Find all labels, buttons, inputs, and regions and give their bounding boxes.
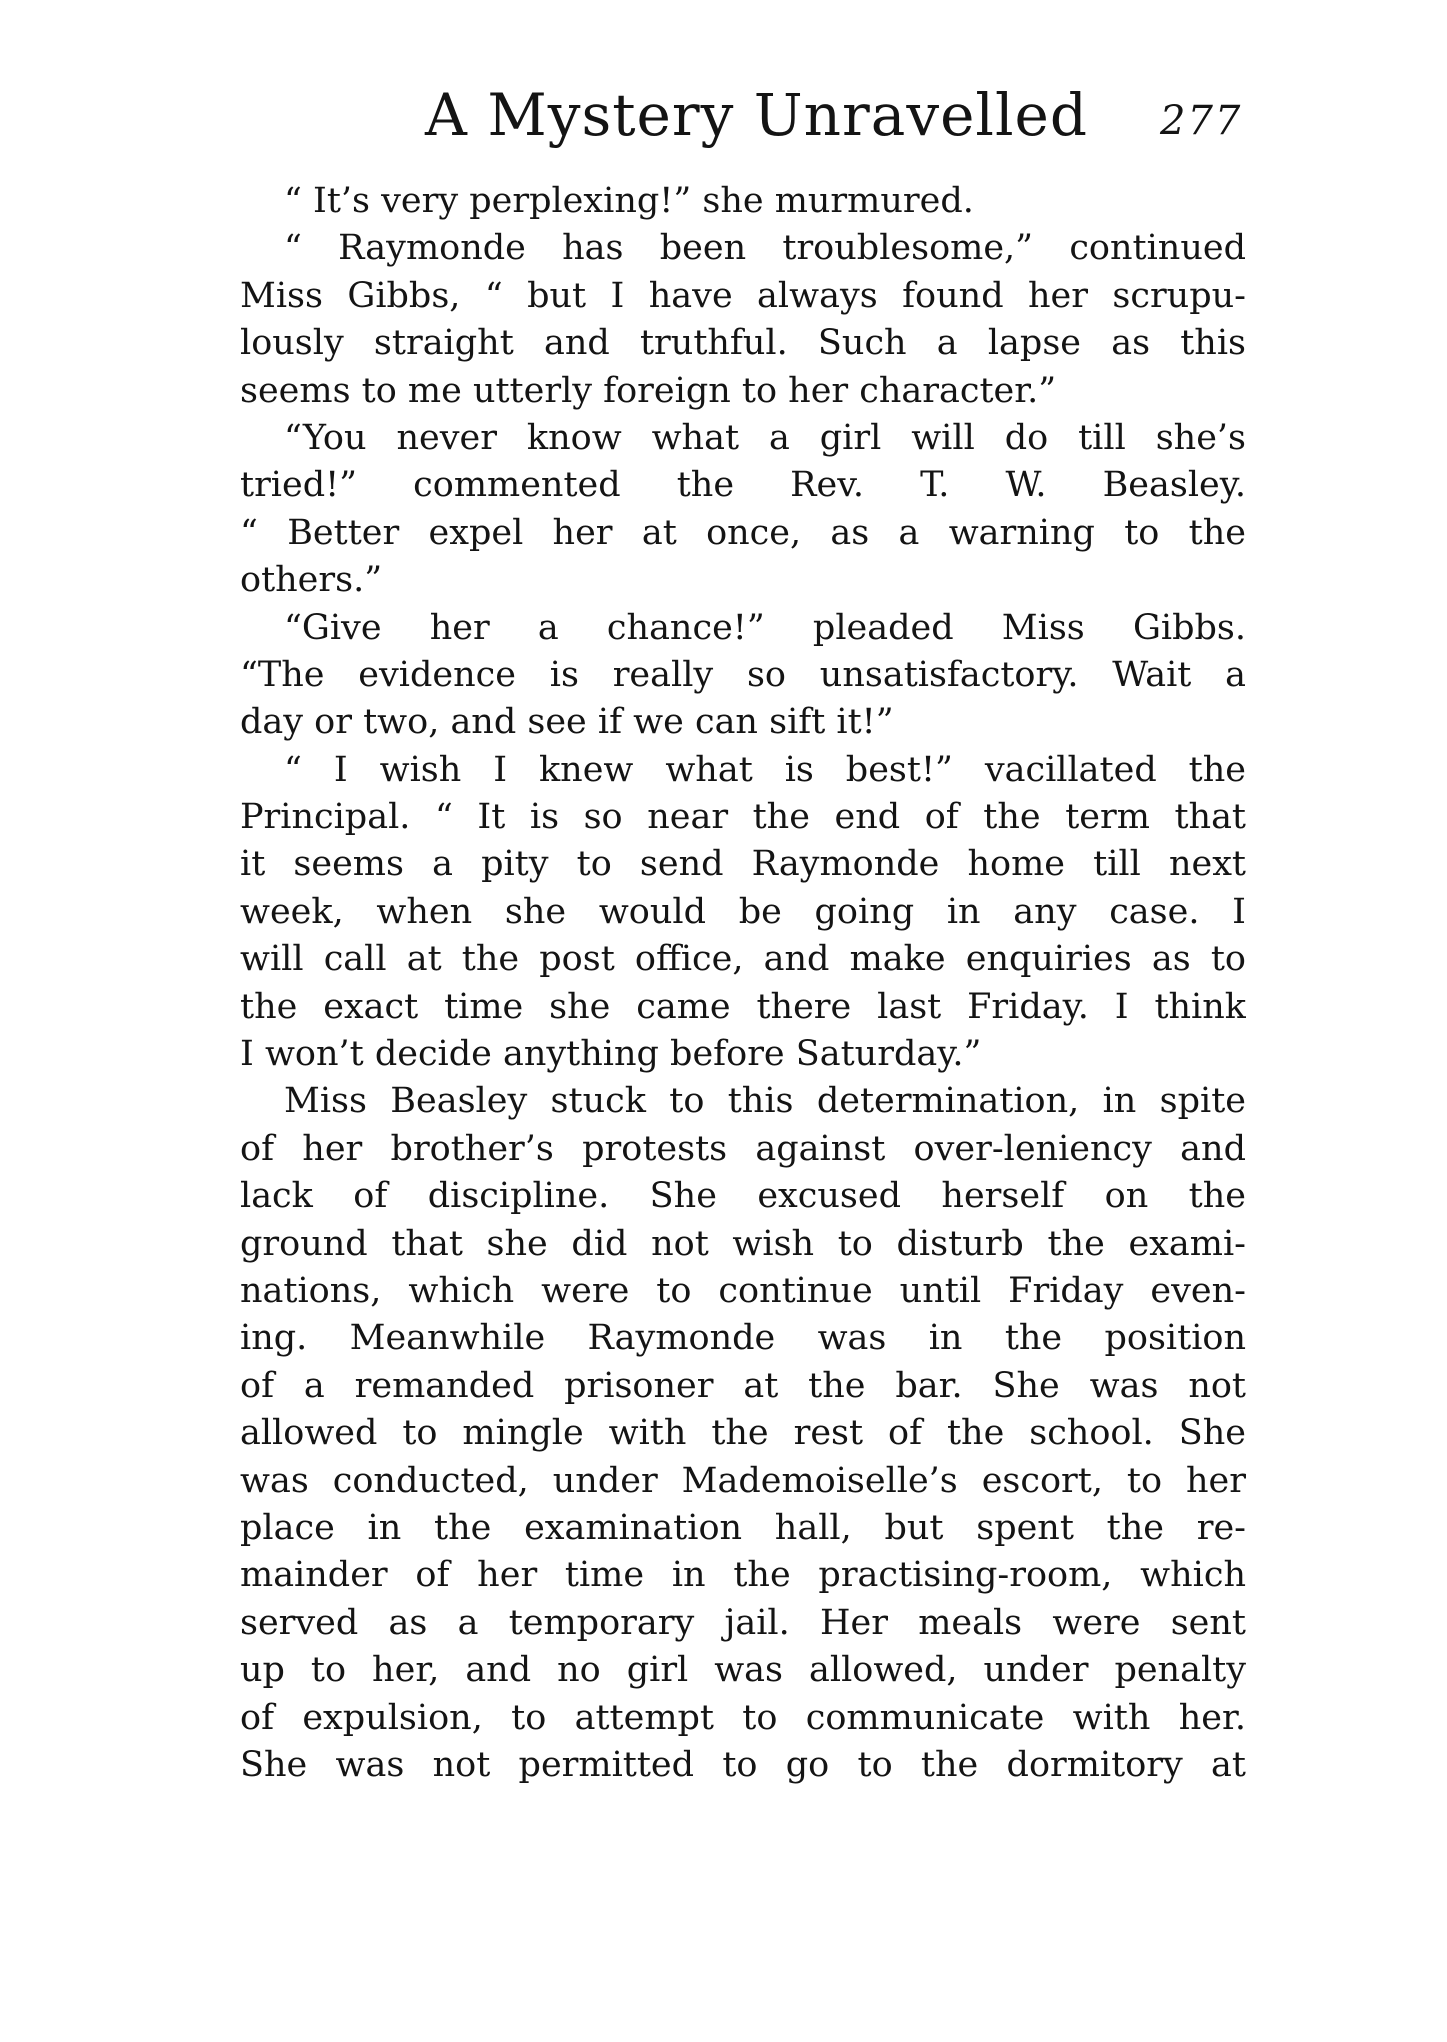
text-line: place in the examination hall, but spent the re-: [240, 1507, 1246, 1548]
text-line: Miss Gibbs, “ but I have always found her scrupu-: [240, 275, 1246, 316]
text-line: “You never know what a girl will do till she’s: [284, 417, 1246, 458]
text-line: “The evidence is really so unsatisfactory. Wait a: [240, 654, 1246, 695]
page-number: 277: [1160, 98, 1243, 144]
text-line: of her brother’s protests against over-leniency and: [240, 1128, 1246, 1169]
text-line: ing. Meanwhile Raymonde was in the position: [240, 1318, 1246, 1359]
text-line: “ Raymonde has been troublesome,” continued: [284, 228, 1246, 269]
text-line: up to her, and no girl was allowed, under penalty: [240, 1650, 1246, 1691]
text-line: I won’t decide anything before Saturday.”: [240, 1034, 982, 1075]
text-line: lously straight and truthful. Such a lapse as this: [240, 323, 1246, 364]
text-line: of expulsion, to attempt to communicate with her.: [240, 1697, 1246, 1738]
text-line: the exact time she came there last Friday. I think: [240, 986, 1246, 1027]
text-line: allowed to mingle with the rest of the school. She: [240, 1413, 1246, 1454]
body-text: [240, 178, 1246, 1789]
text-line: “ Better expel her at once, as a warning to the: [240, 512, 1246, 553]
text-line: Miss Beasley stuck to this determination, in spite: [284, 1081, 1246, 1122]
text-line: Principal. “ It is so near the end of the term that: [240, 797, 1246, 838]
chapter-title: A Mystery Unravelled: [425, 81, 1088, 149]
text-line: others.”: [240, 560, 383, 601]
text-line: will call at the post office, and make enquiries as to: [240, 939, 1246, 980]
text-line: lack of discipline. She excused herself on the: [240, 1176, 1246, 1217]
text-line: ground that she did not wish to disturb the exami-: [240, 1223, 1246, 1264]
text-line: it seems a pity to send Raymonde home till next: [240, 844, 1246, 885]
text-line: served as a temporary jail. Her meals were sent: [240, 1602, 1246, 1643]
text-line: tried!” commented the Rev. T. W. Beasley.: [240, 465, 1246, 506]
text-line: seems to me utterly foreign to her character.”: [240, 370, 1057, 411]
text-line: She was not permitted to go to the dormitory at: [240, 1744, 1246, 1785]
text-line: “ It’s very perplexing!” she murmured.: [284, 181, 974, 221]
text-line: week, when she would be going in any case. I: [240, 891, 1246, 932]
text-line: nations, which were to continue until Friday even-: [240, 1270, 1246, 1311]
text-line: day or two, and see if we can sift it!”: [240, 702, 894, 743]
text-line: was conducted, under Mademoiselle’s escort, to her: [240, 1460, 1246, 1501]
text-line: mainder of her time in the practising-room, which: [240, 1555, 1246, 1596]
text-line: of a remanded prisoner at the bar. She was not: [240, 1365, 1246, 1406]
text-line: “ I wish I knew what is best!” vacillated the: [284, 749, 1246, 790]
text-line: “Give her a chance!” pleaded Miss Gibbs.: [284, 607, 1246, 648]
running-head: [0, 80, 1447, 150]
